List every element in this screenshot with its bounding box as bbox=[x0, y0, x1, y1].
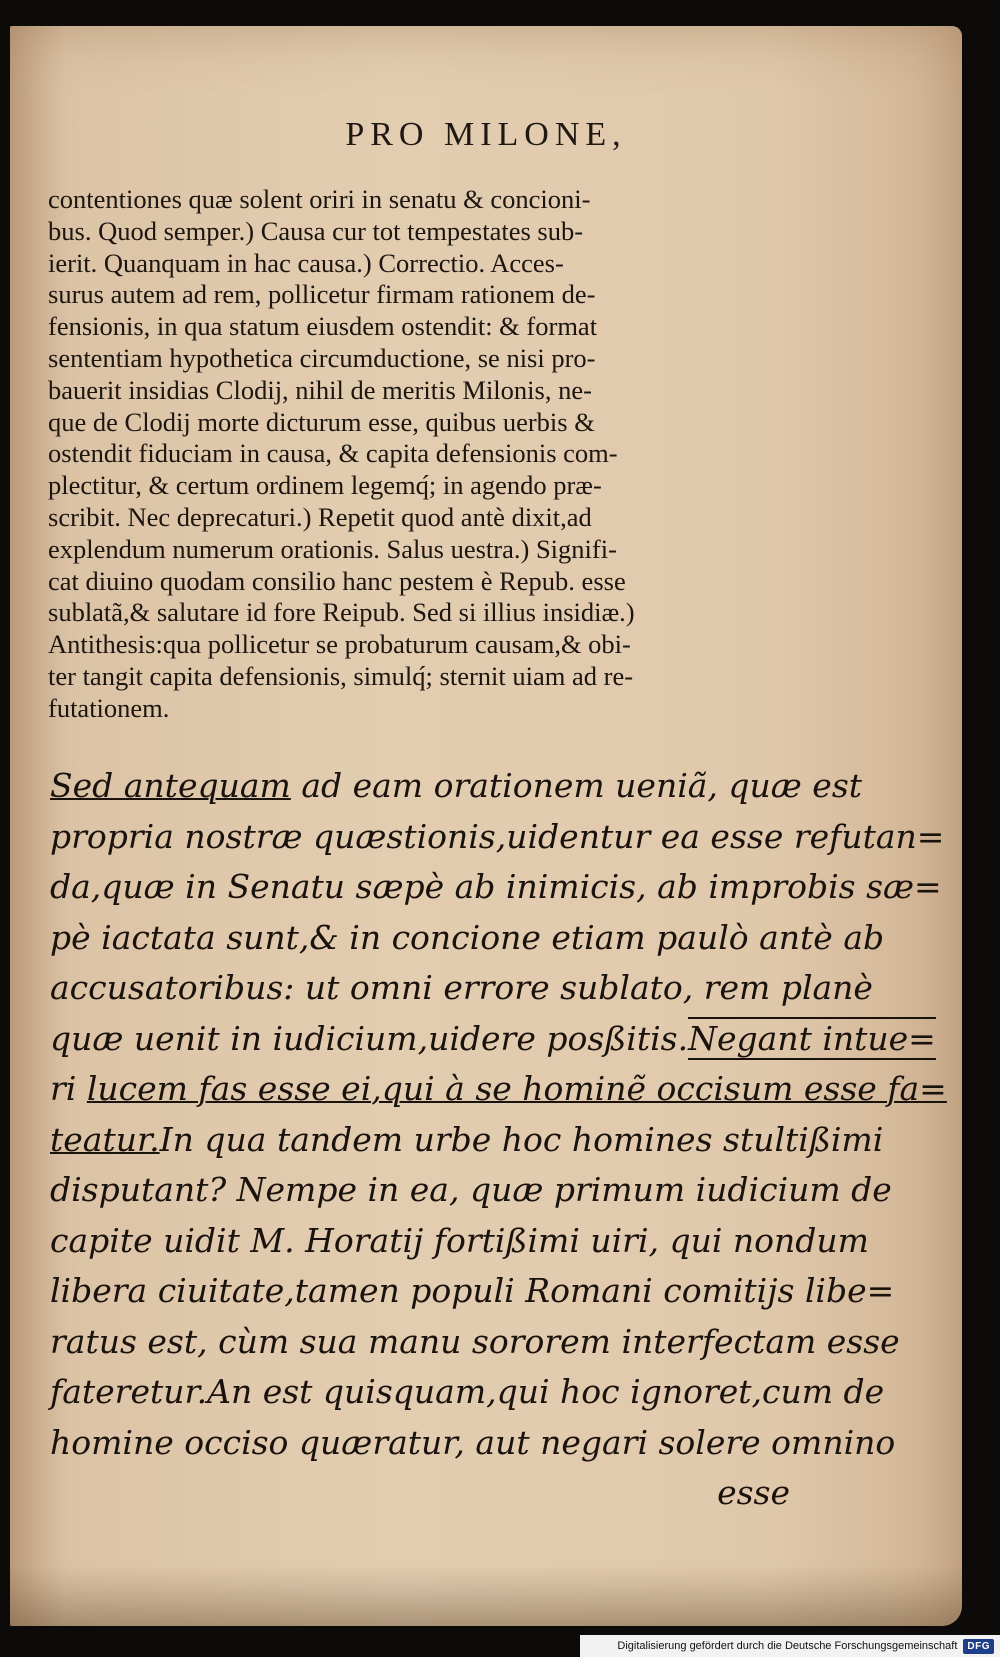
commentary-line: futationem. bbox=[48, 692, 170, 723]
oration-line: propria nostræ quæstionis,uidentur ea esse refutan= bbox=[50, 816, 945, 856]
oration-block bbox=[50, 761, 947, 1519]
oration-line: quæ uenit in iudicium,uidere posßitis.Negant intue= bbox=[50, 1018, 936, 1058]
commentary-line: sublatã,& salutare id fore Reipub. Sed si illius insidiæ.) bbox=[48, 597, 635, 628]
commentary-line: que de Clodij morte dicturum esse, quibus uerbis & bbox=[48, 406, 595, 437]
commentary-line: bus. Quod semper.) Causa cur tot tempestates sub- bbox=[48, 215, 584, 246]
catchword: esse bbox=[717, 1473, 790, 1512]
digitization-credit-bar bbox=[580, 1635, 1000, 1657]
oration-line: disputant? Nempe in ea, quæ primum iudicium de bbox=[50, 1170, 892, 1209]
underlined-phrase: teatur. bbox=[50, 1119, 160, 1159]
commentary-line: cat diuino quodam consilio hanc pestem è Repub. esse bbox=[48, 565, 626, 596]
commentary-line: sententiam hypothetica circumductione, se nisi pro- bbox=[48, 342, 596, 373]
underlined-phrase: Sed antequam bbox=[50, 766, 291, 805]
marked-phrase: Negant intue= bbox=[688, 1018, 936, 1058]
commentary-line: scribit. Nec deprecaturi.) Repetit quod antè dixit,ad bbox=[48, 501, 592, 532]
oration-line: accusatoribus: ut omni errore sublato, rem planè bbox=[50, 968, 873, 1007]
running-head: PRO MILONE, bbox=[345, 116, 627, 153]
oration-line: homine occiso quæratur, aut negari solere omnino bbox=[50, 1422, 896, 1462]
commentary-line: ostendit fiduciam in causa, & capita defensionis com- bbox=[48, 438, 618, 469]
oration-line: ri lucem fas esse ei,qui à se hominẽ occisum esse fa= bbox=[50, 1069, 947, 1108]
commentary-line: bauerit insidias Clodij, nihil de meritis Milonis, ne- bbox=[48, 374, 592, 405]
commentary-line: explendum numerum orationis. Salus uestra.) Signifi- bbox=[48, 533, 617, 564]
oration-line: capite uidit M. Horatij fortißimi uiri, qui nondum bbox=[50, 1220, 869, 1260]
oration-line: fateretur.An est quisquam,qui hoc ignoret,cum de bbox=[50, 1372, 885, 1411]
oration-line: da,quæ in Senatu sæpè ab inimicis, ab improbis sæ= bbox=[50, 867, 942, 906]
commentary-line: ierit. Quanquam in hac causa.) Correctio. Acces- bbox=[48, 247, 564, 278]
commentary-line: Antithesis:qua pollicetur se probaturum causam,& obi- bbox=[48, 629, 631, 660]
commentary-line: surus autem ad rem, pollicetur firmam rationem de- bbox=[48, 279, 596, 310]
book-page bbox=[10, 26, 962, 1626]
underlined-phrase: lucem fas esse ei,qui à se hominẽ occisum esse fa= bbox=[86, 1069, 947, 1108]
commentary-line: ter tangit capita defensionis, simulq́; sternit uiam ad re- bbox=[48, 660, 634, 691]
dfg-logo: DFG bbox=[963, 1639, 994, 1654]
commentary-line: plectitur, & certum ordinem legemq́; in agendo præ- bbox=[48, 470, 602, 501]
oration-line: ratus est, cùm sua manu sororem interfectam esse bbox=[50, 1321, 900, 1361]
oration-line: Sed antequam ad eam orationem ueniã, quæ est bbox=[50, 766, 863, 805]
commentary-block bbox=[48, 184, 788, 725]
credit-text: Digitalisierung gefördert durch die Deutsche Forschungsgemeinschaft bbox=[617, 1640, 958, 1652]
oration-line: teatur.In qua tandem urbe hoc homines stultißimi bbox=[50, 1119, 884, 1159]
commentary-line: fensionis, in qua statum eiusdem ostendit: & format bbox=[48, 311, 598, 342]
oration-line: pè iactata sunt,& in concione etiam paulò antè ab bbox=[50, 917, 885, 957]
oration-line: libera ciuitate,tamen populi Romani comitijs libe= bbox=[50, 1271, 895, 1310]
commentary-line: contentiones quæ solent oriri in senatu & concioni- bbox=[48, 184, 591, 214]
